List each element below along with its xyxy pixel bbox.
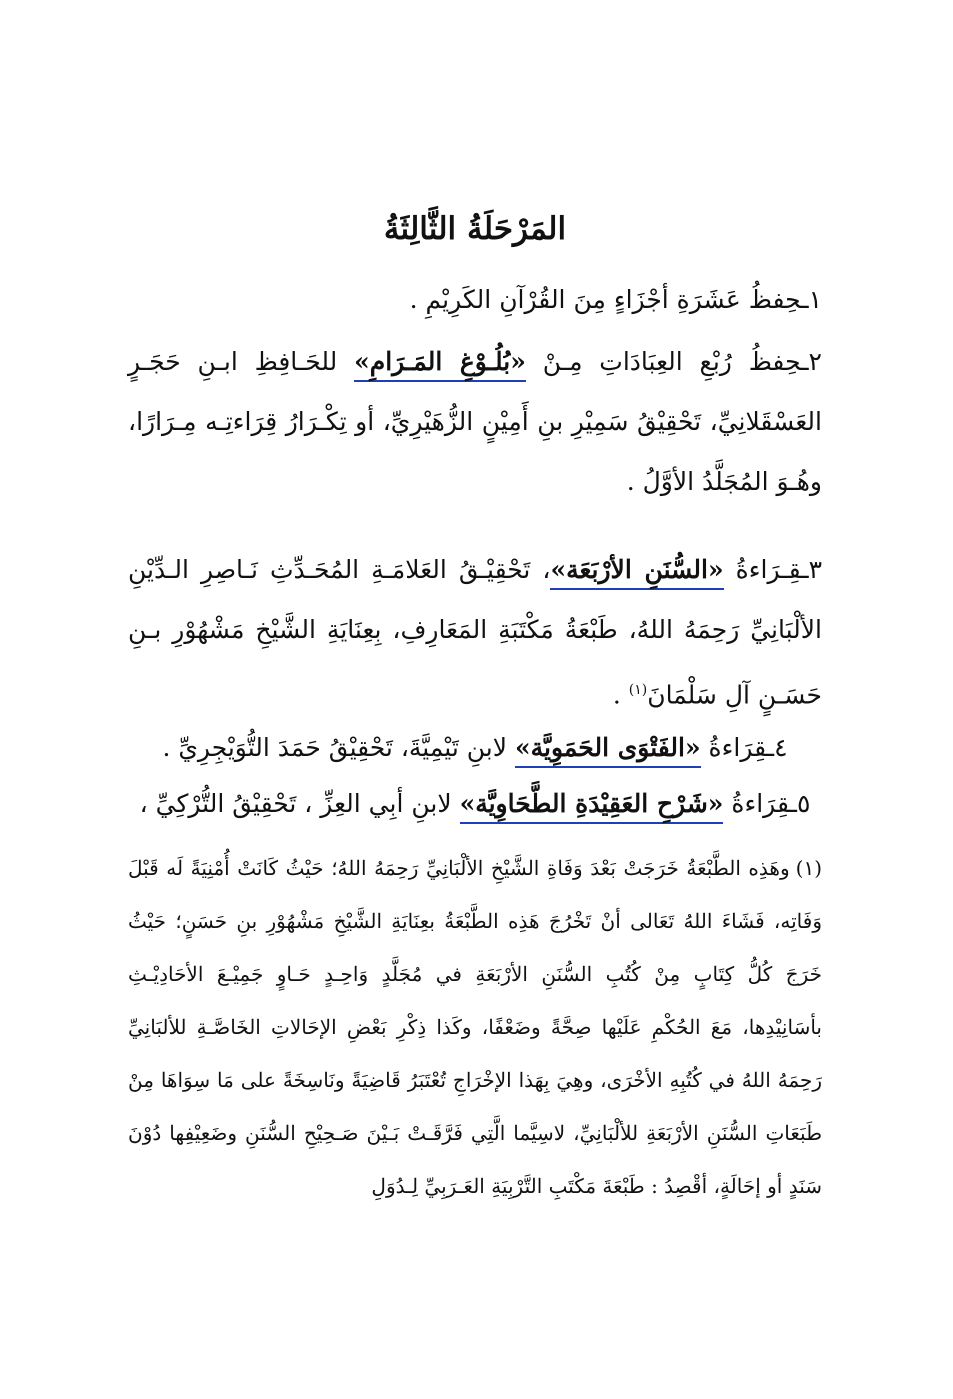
- list-item-3: [128, 540, 822, 725]
- list-item-5: [128, 774, 822, 834]
- item-number: ١ـ: [801, 285, 822, 314]
- item-text-post: لابنِ تَيْمِيَّةَ، تَحْقِيْقُ حَمَدَ التُّوَيْجِرِيِّ .: [162, 733, 507, 762]
- item-text-post: لابنِ أبِي العِزِّ ، تَحْقِيْقُ التُّرْكِيِّ ،: [139, 789, 452, 818]
- highlighted-title: «السُّنَنِ الأرْبَعَة»: [550, 555, 723, 590]
- footnote-reference[interactable]: (١): [628, 682, 648, 698]
- highlighted-title: «شَرْحِ العَقِيْدَةِ الطَّحَاوِيَّة»: [460, 789, 724, 824]
- list-item-4: [128, 718, 822, 778]
- footnote-text: وهَذِه الطَّبْعَةُ خَرَجَتْ بَعْدَ وَفَاةِ الشَّيْخِ الألْبَانِيِّ رَحِمَهُ اللهُ؛ حَيْثُ كَانَتْ أُمْنِيَةً لَه قَبْلَ وَفَاتِه، فَشَاءَ اللهُ تَعَالى أنْ تَخْرُجَ هَذِه الطَّبْعَةُ بعِنَايَةِ الشَّيْخِ مَشْهُوْرِ بنِ حَسَنٍ؛ حَيْثُ خَرَجَ كُلُّ كِتَابٍ مِنْ كُتُبِ السُّنَنِ الأرْبَعَةِ في مُجَلَّدٍ وَاحِـدٍ حَـاوٍ جَمِيْـعَ الأحَادِيْـثِ بأسَانِيْدِها، مَعَ الحُكْمِ عَلَيْها صِحَّةً وضَعْفًا، وكَذا ذِكْرِ بَعْضِ الإحَالاتِ الخَاصَّـةِ للألبَانِيِّ رَحِمَهُ اللهُ في كُتُبِهِ الأخْرَى، وهِيَ بِهَذا الإخْرَاجِ تُعْتَبَرُ قَاضِيَةً ونَاسِخَةً على مَا سِوَاهَا مِنْ طَبَعَاتِ السُّنَنِ الأرْبَعَةِ للألْبَانِيِّ، لاسِيَّما الَّتِي فَرَّقَـتْ بَـيْنَ صَـحِيْحِ السُّنَنِ وضَعِيْفِها دُوْنَ سَنَدٍ أو إحَالَةٍ، أقْصِدُ : طَبْعَةَ مَكْتَبِ التَّرْبِيَةِ العَـرَبِيِّ لِـدُوَلِ: [128, 856, 822, 1198]
- section-title: المَرْحَلَةُ الثَّالِثَةُ: [383, 211, 567, 247]
- item-number: ٤ـ: [766, 733, 788, 762]
- item-text-post: للحَـافِظِ ابـنِ حَجَـرٍ العَسْقَلانِيِّ، تَحْقِيْقُ سَمِيْرِ بنِ أَمِيْنٍ الزُّهَيْرِيِّ، أو تِكْـرَارُ قِرَاءتِـه مِـرَارًا، وهُـوَ المُجَلَّدُ الأوَّلُ .: [128, 347, 822, 496]
- item-text-end: .: [612, 680, 629, 710]
- highlighted-title: «الفَتْوَى الحَمَوِيَّة»: [515, 733, 701, 768]
- list-item-2: [128, 332, 822, 512]
- item-text-pre: قِـرَاءةُ: [735, 555, 802, 584]
- item-text-pre: قِرَاءةُ: [731, 789, 790, 818]
- highlighted-title: «بُلُـوْغِ المَـرَامِ»: [354, 347, 526, 382]
- item-text-pre: حِفظُ رُبْعِ العِبَادَاتِ مِـنْ: [542, 347, 802, 376]
- item-number: ٥ـ: [789, 789, 811, 818]
- item-number: ٢ـ: [801, 347, 822, 376]
- list-item-1: [128, 270, 822, 330]
- footnote: [128, 842, 822, 1213]
- item-text: حِفظُ عَشَرَةِ أجْزَاءٍ مِنَ القُرْآنِ الكَرِيْمِ .: [409, 285, 802, 314]
- item-text-post: ، تَحْقِيْـقُ العَلامَـةِ المُحَـدِّثِ نَـاصِرِ الـدِّيْنِ الألْبَانِيِّ رَحِمَهُ اللهُ، طَبْعَةُ مَكْتَبَةِ المَعَارِفِ، بِعِنَايَةِ الشَّيْخِ مَشْهُوْرِ بـنِ حَسَـنٍ آلِ سَلْمَانَ: [128, 555, 822, 710]
- footnote-number: (١): [795, 856, 822, 880]
- item-number: ٣ـ: [801, 555, 823, 584]
- item-text-pre: قِرَاءةُ: [708, 733, 767, 762]
